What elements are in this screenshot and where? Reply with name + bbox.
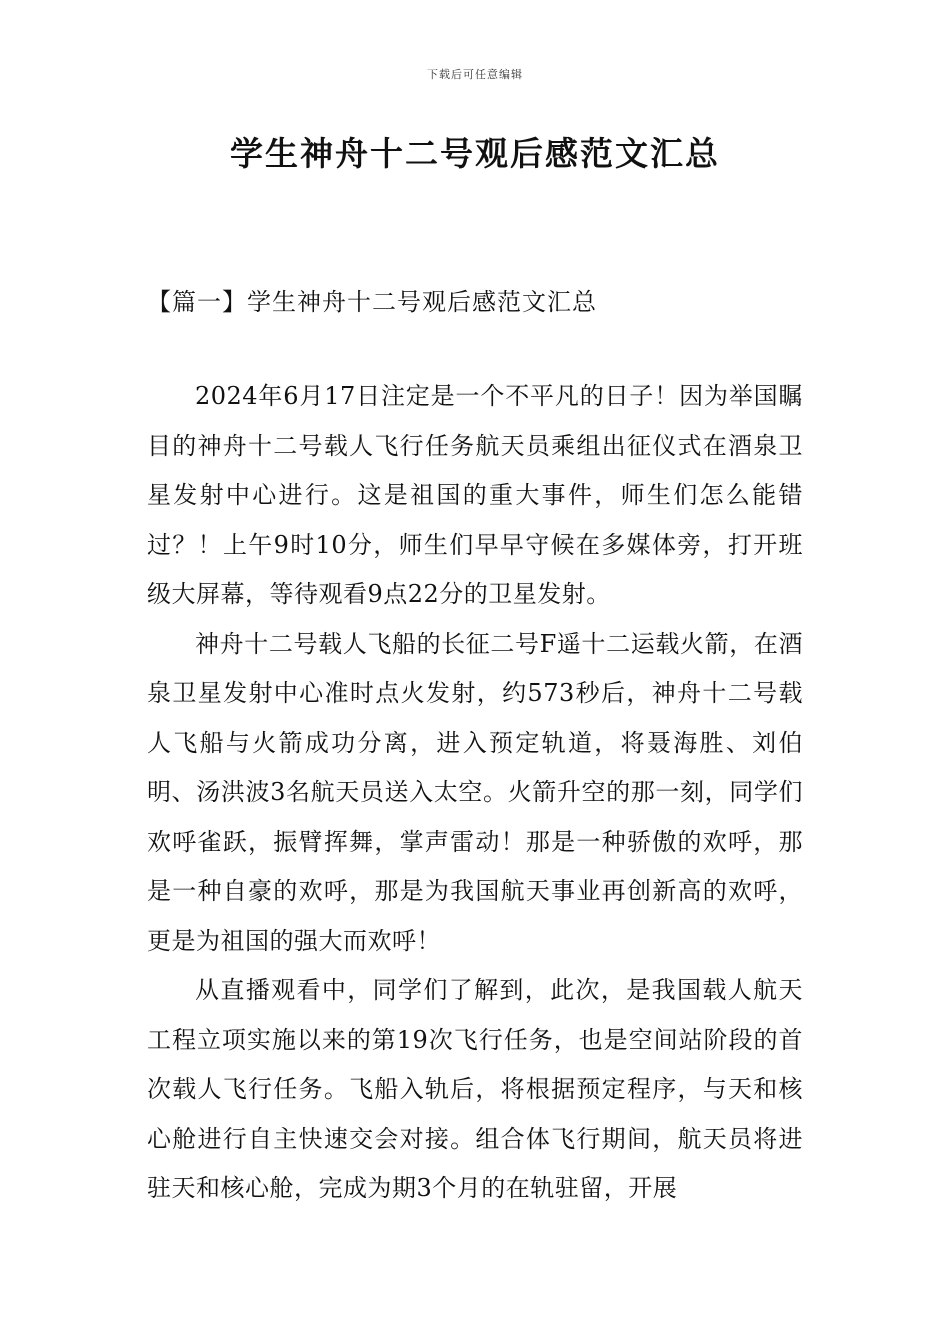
section-heading: 【篇一】学生神舟十二号观后感范文汇总 <box>147 288 597 316</box>
header-note: 下载后可任意编辑 <box>427 68 523 81</box>
paragraph-1: 2024年6月17日注定是一个不平凡的日子！因为举国瞩目的神舟十二号载人飞行任务航天员乘组出征仪式在酒泉卫星发射中心进行。这是祖国的重大事件，师生们怎么能错过？！上午9时10分，师生们早早守候在多媒体旁，打开班级大屏幕，等待观看9点22分的卫星发射。 <box>147 382 803 608</box>
paragraph-3: 从直播观看中，同学们了解到，此次，是我国载人航天工程立项实施以来的第19次飞行任务，也是空间站阶段的首次载人飞行任务。飞船入轨后，将根据预定程序，与天和核心舱进行自主快速交会对接。组合体飞行期间，航天员将进驻天和核心舱，完成为期3个月的在轨驻留，开展 <box>147 976 803 1202</box>
body-text <box>147 372 803 1214</box>
paragraph-2: 神舟十二号载人飞船的长征二号F遥十二运载火箭，在酒泉卫星发射中心准时点火发射，约573秒后，神舟十二号载人飞船与火箭成功分离，进入预定轨道，将聂海胜、刘伯明、汤洪波3名航天员送入太空。火箭升空的那一刻，同学们欢呼雀跃，振臂挥舞，掌声雷动！那是一种骄傲的欢呼，那是一种自豪的欢呼，那是为我国航天事业再创新高的欢呼，更是为祖国的强大而欢呼！ <box>147 629 803 955</box>
document-title: 学生神舟十二号观后感范文汇总 <box>230 134 720 173</box>
